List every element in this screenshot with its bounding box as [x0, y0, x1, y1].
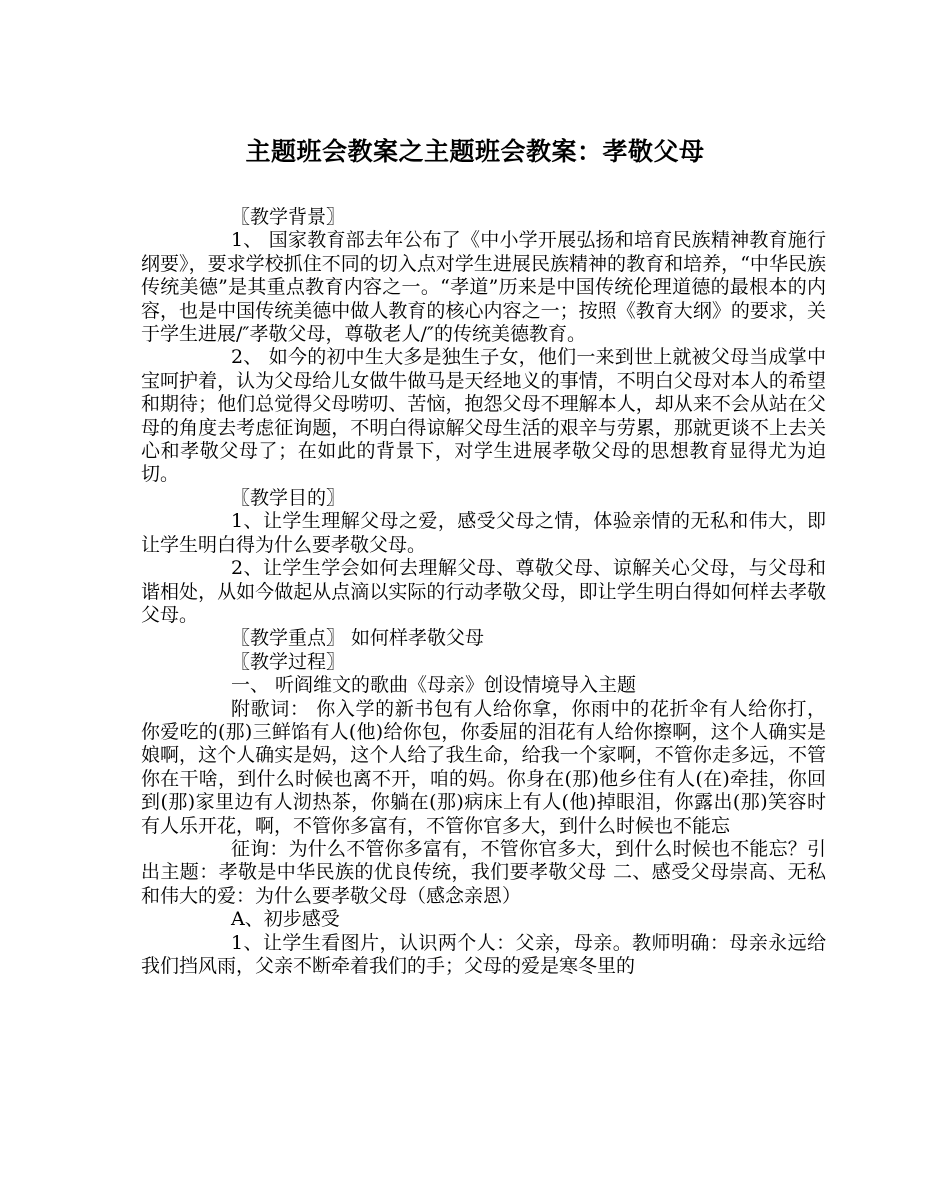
paragraph-lyrics: 附歌词： 你入学的新书包有人给你拿，你雨中的花折伞有人给你打， 你爱吃的(那)三鲜馅有人(他)给你包，你委屈的泪花有人给你擦啊，这个人确实是娘啊，这个人确实是妈，这个人给了我生命，给我一个家啊，不管你走多远，不管你在干啥，到什么时候也离不开，咱的妈。你身在(那)他乡住有人(在)牵挂，你回到(那)家里边有人沏热茶，你躺在(那)病床上有人(他)掉眼泪，你露出(那)笑容时有人乐开花，啊，不管你多富有，不管你官多大，到什么时候也不能忘 — [141, 697, 826, 837]
paragraph-sub-a: A、初步感受 — [231, 908, 340, 931]
paragraph-goal-1: 1、让学生理解父母之爱，感受父母之情，体验亲情的无私和伟大，即让学生明白得为什么要孝敬父母。 — [141, 510, 826, 556]
paragraph-a-1: 1、让学生看图片，认识两个人：父亲，母亲。教师明确：母亲永远给我们挡风雨，父亲不断牵着我们的手；父母的爱是寒冬里的 — [141, 931, 826, 977]
section-heading-background: 〖教学背景〗 — [231, 206, 346, 228]
document-title: 主题班会教案之主题班会教案：孝敬父母 — [245, 137, 705, 166]
paragraph-background-2: 2、 如今的初中生大多是独生子女，他们一来到世上就被父母当成掌中宝呵护着，认为父母给儿女做牛做马是天经地义的事情，不明白父母对本人的希望和期待；他们总觉得父母唠叨、苦恼，抱怨父母不理解本人，却从来不会从站在父母的角度去考虑征询题，不明白得谅解父母生活的艰辛与劳累，那就更谈不上去关心和孝敬父母了；在如此的背景下，对学生进展孝敬父母的思想教育显得尤为迫切。 — [141, 346, 826, 486]
paragraph-question: 征询：为什么不管你多富有，不管你官多大，到什么时候也不能忘？引出主题：孝敬是中华民族的优良传统，我们要孝敬父母 二、感受父母崇高、无私和伟大的爱：为什么要孝敬父母（感念亲恩） — [141, 837, 826, 907]
section-heading-goals: 〖教学目的〗 — [231, 486, 346, 509]
section-heading-focus: 〖教学重点〗 如何样孝敬父母 — [231, 627, 485, 650]
document-body — [141, 206, 826, 978]
paragraph-goal-2: 2、让学生学会如何去理解父母、尊敬父母、谅解关心父母，与父母和谐相处，从如今做起从点滴以实际的行动孝敬父母，即让学生明白得如何样去孝敬父母。 — [141, 557, 826, 626]
section-heading-process: 〖教学过程〗 — [231, 650, 346, 673]
paragraph-background-1: 1、 国家教育部去年公布了《中小学开展弘扬和培育民族精神教育施行纲要》，要求学校抓住不同的切入点对学生进展民族精神的教育和培养，“中华民族传统美德”是其重点教育内容之一。“孝道”历来是中国传统伦理道德的最根本的内容，也是中国传统美德中做人教育的核心内容之一；按照《教育大纲》的要求，关于学生进展/″孝敬父母，尊敬老人/″的传统美德教育。 — [141, 229, 826, 346]
paragraph-step-1: 一、 听阎维文的歌曲《母亲》创设情境导入主题 — [231, 674, 637, 697]
